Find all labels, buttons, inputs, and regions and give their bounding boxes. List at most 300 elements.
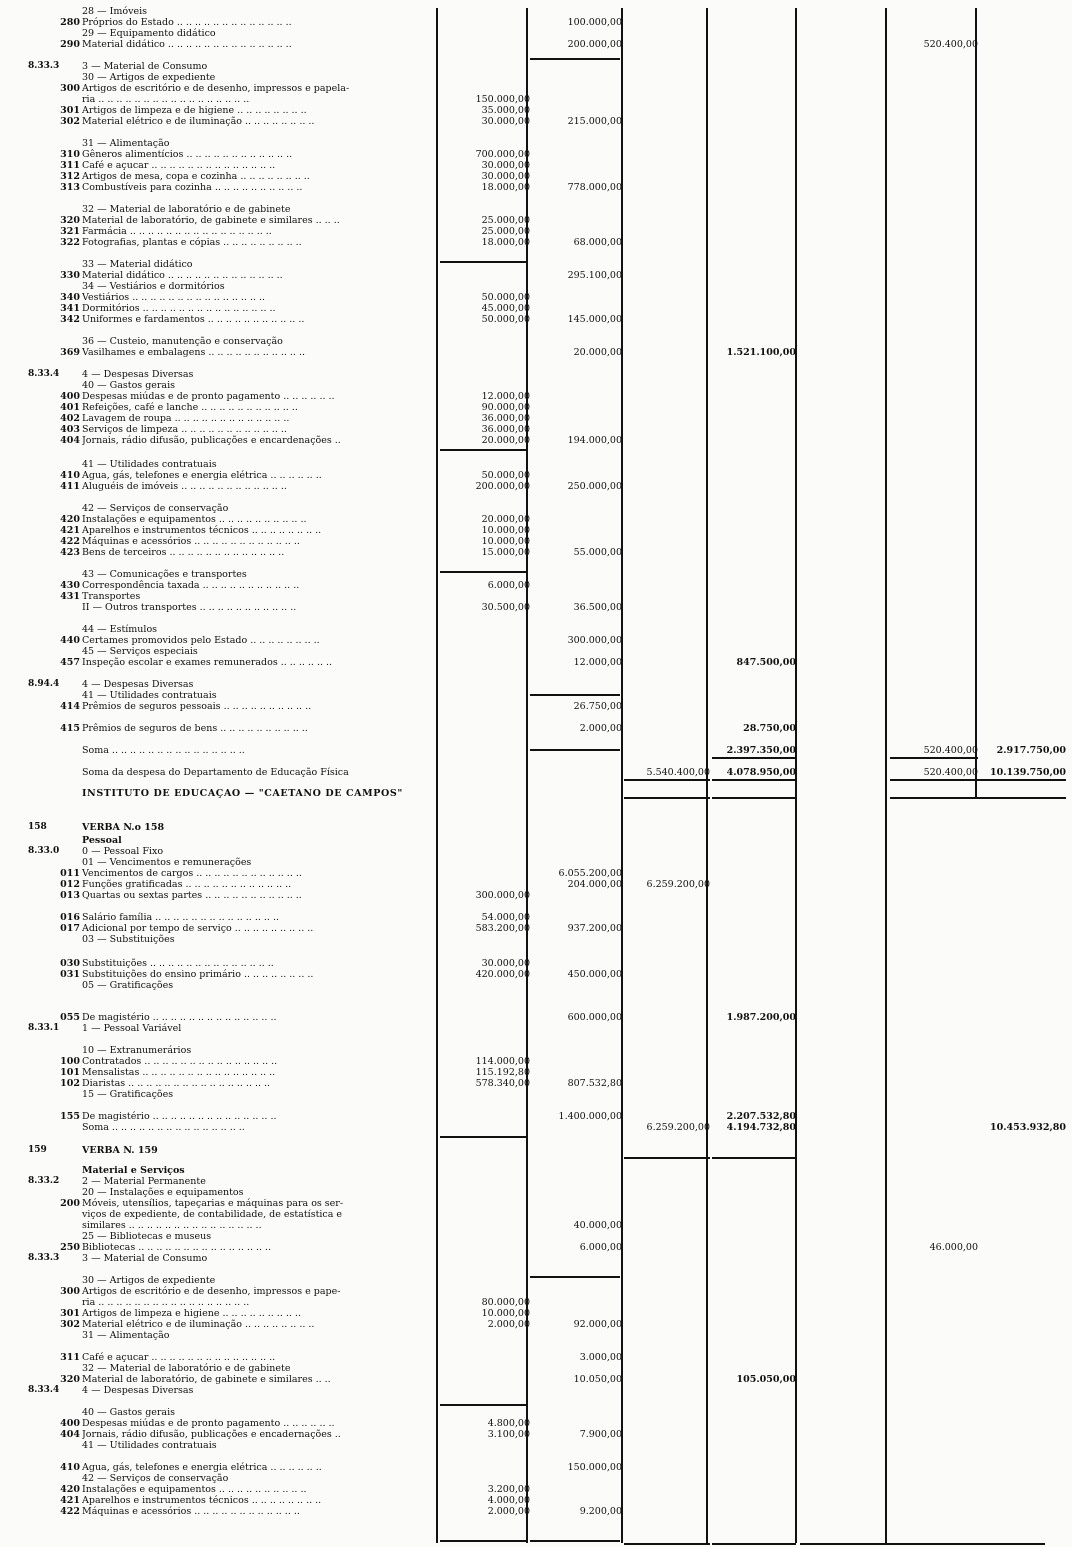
- amount-c2: 12.000,00: [573, 657, 622, 668]
- item-code: 330: [60, 270, 80, 281]
- item-description: Vasilhames e embalagens .. .. .. .. .. .. .. .. .. .. ..: [82, 347, 305, 358]
- amount-c2: 194.000,00: [567, 435, 622, 446]
- item-description: De magistério .. .. .. .. .. .. .. .. .. .. .. .. .. ..: [82, 1012, 277, 1023]
- item-code: 301: [60, 105, 80, 116]
- amount-c1: 10.000,00: [481, 525, 530, 536]
- budget-row: [0, 402, 1072, 413]
- amount-c4: 4.194.732,80: [726, 1122, 796, 1133]
- budget-row: [0, 1012, 1072, 1023]
- budget-row: [0, 857, 1072, 868]
- budget-row: [0, 182, 1072, 193]
- item-code: 410: [60, 470, 80, 481]
- budget-row: [0, 347, 1072, 358]
- amount-c1: 50.000,00: [481, 292, 530, 303]
- section-code: 8.94.4: [28, 679, 60, 689]
- section-code: 158: [28, 822, 47, 832]
- budget-row: [0, 215, 1072, 226]
- amount-c4: 105.050,00: [736, 1374, 796, 1385]
- amount-c1: 114.000,00: [475, 1056, 530, 1067]
- budget-row: [0, 1187, 1072, 1198]
- item-description: Aluguéis de imóveis .. .. .. .. .. .. .. .. .. .. .. ..: [82, 481, 287, 492]
- amount-c1: 50.000,00: [481, 314, 530, 325]
- total-rule: [530, 694, 620, 696]
- item-code: 155: [60, 1111, 80, 1122]
- item-description: 45 — Serviços especiais: [82, 646, 198, 657]
- amount-c4: 1.987.200,00: [726, 1012, 796, 1023]
- item-description: Fotografias, plantas e cópias .. .. .. .. .. .. .. .. ..: [82, 237, 302, 248]
- item-description: 0 — Pessoal Fixo: [82, 846, 164, 857]
- budget-row: [0, 723, 1072, 734]
- amount-c4: 4.078.950,00: [726, 767, 796, 778]
- budget-row: [0, 701, 1072, 712]
- item-code: 430: [60, 580, 80, 591]
- amount-c2: 6.055.200,00: [558, 868, 622, 879]
- item-code: 414: [60, 701, 80, 712]
- budget-row: [0, 1209, 1072, 1220]
- budget-row: [0, 72, 1072, 83]
- amount-c1: 4.000,00: [487, 1495, 530, 1506]
- item-code: 016: [60, 912, 80, 923]
- item-description: Vencimentos de cargos .. .. .. .. .. .. .. .. .. .. .. ..: [82, 868, 302, 879]
- item-description: 3 — Material de Consumo: [82, 61, 208, 72]
- total-rule: [978, 797, 1066, 799]
- item-code: 312: [60, 171, 80, 182]
- budget-row: [0, 314, 1072, 325]
- amount-c3: 6.259.200,00: [646, 1122, 710, 1133]
- item-description: Funções gratificadas .. .. .. .. .. .. .. .. .. .. .. ..: [82, 879, 292, 890]
- section-code: 8.33.3: [28, 1253, 60, 1263]
- item-description: 32 — Material de laboratório e de gabinete: [82, 1363, 291, 1374]
- item-code: 102: [60, 1078, 80, 1089]
- amount-c5: 520.400,00: [923, 767, 978, 778]
- item-code: 012: [60, 879, 80, 890]
- amount-c2: 7.900,00: [579, 1429, 622, 1440]
- budget-row: [0, 459, 1072, 470]
- item-code: 420: [60, 1484, 80, 1495]
- budget-row: [0, 1484, 1072, 1495]
- item-description: 41 — Utilidades contratuais: [82, 690, 217, 701]
- budget-row: [0, 1363, 1072, 1374]
- amount-c2: 10.050,00: [573, 1374, 622, 1385]
- amount-c2: 200.000,00: [567, 39, 622, 50]
- item-description: Despesas miúdas e de pronto pagamento .. .. .. .. .. ..: [82, 391, 335, 402]
- item-description: Despesas miúdas e de pronto pagamento .. .. .. .. .. ..: [82, 1418, 335, 1429]
- item-description: Café e açucar .. .. .. .. .. .. .. .. .. .. .. .. .. ..: [82, 1352, 276, 1363]
- item-description: Substituições do ensino primário .. .. .. .. .. .. .. ..: [82, 969, 314, 980]
- item-description: Material e Serviços: [82, 1165, 185, 1176]
- item-description: Jornais, rádio difusão, publicações e encadernações ..: [82, 1429, 341, 1440]
- budget-row: [0, 226, 1072, 237]
- amount-c1: 50.000,00: [481, 470, 530, 481]
- budget-row: [0, 1253, 1072, 1264]
- total-rule: [624, 1543, 710, 1545]
- budget-row: [0, 1089, 1072, 1100]
- item-description: De magistério .. .. .. .. .. .. .. .. .. .. .. .. .. ..: [82, 1111, 277, 1122]
- amount-c1: 578.340,00: [475, 1078, 530, 1089]
- amount-c2: 55.000,00: [573, 547, 622, 558]
- budget-row: [0, 435, 1072, 446]
- amount-c2: 40.000,00: [573, 1220, 622, 1231]
- item-code: 280: [60, 17, 80, 28]
- amount-c2: 937.200,00: [567, 923, 622, 934]
- item-code: 457: [60, 657, 80, 668]
- amount-c1: 115.192,80: [475, 1067, 530, 1078]
- item-description: similares .. .. .. .. .. .. .. .. .. .. .. .. .. .. ..: [82, 1220, 262, 1231]
- budget-row: [0, 204, 1072, 215]
- budget-row: [0, 514, 1072, 525]
- item-description: Soma .. .. .. .. .. .. .. .. .. .. .. .. .. .. ..: [82, 1122, 245, 1133]
- amount-c1: 700.000,00: [475, 149, 530, 160]
- amount-c1: 200.000,00: [475, 481, 530, 492]
- budget-row: [0, 160, 1072, 171]
- budget-row: [0, 934, 1072, 945]
- amount-c1: 20.000,00: [481, 435, 530, 446]
- item-code: 313: [60, 182, 80, 193]
- amount-c6: 2.917.750,00: [996, 745, 1066, 756]
- budget-row: [0, 1319, 1072, 1330]
- item-description: II — Outros transportes .. .. .. .. .. .. .. .. .. .. ..: [82, 602, 297, 613]
- item-code: 030: [60, 958, 80, 969]
- budget-row: [0, 83, 1072, 94]
- item-description: ria .. .. .. .. .. .. .. .. .. .. .. .. .. .. .. .. ..: [82, 94, 250, 105]
- item-code: 017: [60, 923, 80, 934]
- amount-c1: 300.000,00: [475, 890, 530, 901]
- item-description: 25 — Bibliotecas e museus: [82, 1231, 212, 1242]
- item-description: Vestiários .. .. .. .. .. .. .. .. .. .. .. .. .. .. ..: [82, 292, 266, 303]
- item-code: 421: [60, 1495, 80, 1506]
- budget-row: [0, 923, 1072, 934]
- budget-row: [0, 1023, 1072, 1034]
- item-description: Lavagem de roupa .. .. .. .. .. .. .. .. .. .. .. .. ..: [82, 413, 290, 424]
- total-rule: [530, 58, 620, 60]
- amount-c1: 2.000,00: [487, 1506, 530, 1517]
- budget-row: [0, 1111, 1072, 1122]
- item-description: Correspondência taxada .. .. .. .. .. .. .. .. .. .. ..: [82, 580, 300, 591]
- item-code: 403: [60, 424, 80, 435]
- amount-c1: 18.000,00: [481, 237, 530, 248]
- budget-row: [0, 912, 1072, 923]
- item-description: 30 — Artigos de expediente: [82, 1275, 216, 1286]
- total-rule: [440, 1404, 528, 1406]
- total-rule: [712, 1543, 796, 1545]
- item-description: VERBA N. 159: [82, 1145, 158, 1156]
- item-code: 302: [60, 116, 80, 127]
- budget-row: [0, 6, 1072, 17]
- item-description: Soma .. .. .. .. .. .. .. .. .. .. .. .. .. .. ..: [82, 745, 245, 756]
- item-code: 250: [60, 1242, 80, 1253]
- amount-c2: 145.000,00: [567, 314, 622, 325]
- budget-row: [0, 270, 1072, 281]
- item-description: 05 — Gratificações: [82, 980, 174, 991]
- item-description: 2 — Material Permanente: [82, 1176, 206, 1187]
- budget-row: [0, 958, 1072, 969]
- budget-row: [0, 635, 1072, 646]
- total-rule: [440, 261, 528, 263]
- section-code: 8.33.0: [28, 846, 60, 856]
- item-description: Aparelhos e instrumentos técnicos .. .. .. .. .. .. .. ..: [82, 525, 322, 536]
- budget-row: [0, 646, 1072, 657]
- budget-row: [0, 138, 1072, 149]
- amount-c4: 28.750,00: [743, 723, 796, 734]
- budget-row: [0, 369, 1072, 380]
- total-rule: [440, 449, 528, 451]
- item-description: Material de laboratório, de gabinete e similares .. .. ..: [82, 215, 340, 226]
- budget-row: [0, 1418, 1072, 1429]
- item-description: Material de laboratório, de gabinete e similares .. ..: [82, 1374, 331, 1385]
- amount-c1: 6.000,00: [487, 580, 530, 591]
- amount-c2: 1.400.000,00: [558, 1111, 622, 1122]
- amount-c2: 20.000,00: [573, 347, 622, 358]
- amount-c1: 18.000,00: [481, 182, 530, 193]
- budget-row: [0, 1429, 1072, 1440]
- amount-c4: 2.207.532,80: [726, 1111, 796, 1122]
- item-description: 42 — Serviços de conservação: [82, 503, 229, 514]
- amount-c1: 36.000,00: [481, 424, 530, 435]
- item-description: Salário família .. .. .. .. .. .. .. .. .. .. .. .. .. ..: [82, 912, 279, 923]
- amount-c1: 80.000,00: [481, 1297, 530, 1308]
- budget-row: [0, 1495, 1072, 1506]
- item-code: 301: [60, 1308, 80, 1319]
- total-rule: [712, 797, 796, 799]
- budget-row: [0, 547, 1072, 558]
- amount-c1: 3.200,00: [487, 1484, 530, 1495]
- budget-row: [0, 1462, 1072, 1473]
- item-code: 320: [60, 1374, 80, 1385]
- item-description: Material didático .. .. .. .. .. .. .. .. .. .. .. .. ..: [82, 270, 283, 281]
- amount-c6: 10.453.932,80: [989, 1122, 1066, 1133]
- budget-row: [0, 846, 1072, 857]
- amount-c2: 450.000,00: [567, 969, 622, 980]
- budget-row: [0, 1078, 1072, 1089]
- budget-row: [0, 292, 1072, 303]
- amount-c1: 90.000,00: [481, 402, 530, 413]
- item-description: 44 — Estímulos: [82, 624, 158, 635]
- total-rule: [530, 1540, 620, 1542]
- item-description: Certames promovidos pelo Estado .. .. .. .. .. .. .. ..: [82, 635, 320, 646]
- budget-row: [0, 391, 1072, 402]
- total-rule: [890, 757, 978, 759]
- budget-row: [0, 591, 1072, 602]
- item-code: 300: [60, 1286, 80, 1297]
- item-description: Artigos de mesa, copa e cozinha .. .. .. .. .. .. .. ..: [82, 171, 310, 182]
- budget-row: [0, 413, 1072, 424]
- amount-c2: 92.000,00: [573, 1319, 622, 1330]
- budget-row: [0, 1198, 1072, 1209]
- item-description: Adicional por tempo de serviço .. .. .. .. .. .. .. .. ..: [82, 923, 314, 934]
- item-description: Agua, gás, telefones e energia elétrica .. .. .. .. .. ..: [82, 1462, 322, 1473]
- item-description: 03 — Substituições: [82, 934, 175, 945]
- item-description: Quartas ou sextas partes .. .. .. .. .. .. .. .. .. .. ..: [82, 890, 302, 901]
- item-code: 411: [60, 481, 80, 492]
- item-description: 4 — Despesas Diversas: [82, 1385, 194, 1396]
- section-code: 8.33.1: [28, 1023, 60, 1033]
- amount-c2: 204.000,00: [567, 879, 622, 890]
- budget-row: [0, 503, 1072, 514]
- item-description: Diaristas .. .. .. .. .. .. .. .. .. .. .. .. .. .. .. ..: [82, 1078, 271, 1089]
- total-rule: [530, 749, 620, 751]
- amount-c2: 3.000,00: [579, 1352, 622, 1363]
- item-code: 300: [60, 83, 80, 94]
- budget-row: [0, 1176, 1072, 1187]
- item-code: 290: [60, 39, 80, 50]
- item-description: Artigos de limpeza e higiene .. .. .. .. .. .. .. .. ..: [82, 1308, 301, 1319]
- amount-c1: 25.000,00: [481, 226, 530, 237]
- item-description: Farmácia .. .. .. .. .. .. .. .. .. .. .. .. .. .. .. ..: [82, 226, 272, 237]
- amount-c1: 10.000,00: [481, 1308, 530, 1319]
- amount-c1: 20.000,00: [481, 514, 530, 525]
- item-code: 055: [60, 1012, 80, 1023]
- item-description: 4 — Despesas Diversas: [82, 369, 194, 380]
- item-description: Material elétrico e de iluminação .. .. .. .. .. .. .. ..: [82, 116, 315, 127]
- total-rule: [978, 779, 1066, 781]
- budget-row: [0, 336, 1072, 347]
- budget-row: [0, 1308, 1072, 1319]
- item-description: 01 — Vencimentos e remunerações: [82, 857, 252, 868]
- budget-row: [0, 1067, 1072, 1078]
- amount-c2: 807.532,80: [567, 1078, 622, 1089]
- item-code: 423: [60, 547, 80, 558]
- item-description: Artigos de escritório e de desenho, impressos e pape-: [82, 1286, 341, 1297]
- budget-row: [0, 1286, 1072, 1297]
- budget-row: [0, 980, 1072, 991]
- amount-c1: 30.000,00: [481, 116, 530, 127]
- budget-row: [0, 61, 1072, 72]
- budget-row: [0, 1473, 1072, 1484]
- item-code: 100: [60, 1056, 80, 1067]
- item-description: Pessoal: [82, 835, 122, 846]
- item-description: Instalações e equipamentos .. .. .. .. .. .. .. .. .. ..: [82, 1484, 307, 1495]
- item-code: 410: [60, 1462, 80, 1473]
- amount-c1: 15.000,00: [481, 547, 530, 558]
- item-description: 29 — Equipamento didático: [82, 28, 216, 39]
- amount-c1: 583.200,00: [475, 923, 530, 934]
- item-description: Agua, gás, telefones e energia elétrica .. .. .. .. .. ..: [82, 470, 322, 481]
- total-rule: [624, 779, 710, 781]
- budget-row: [0, 470, 1072, 481]
- item-code: 311: [60, 160, 80, 171]
- item-code: 415: [60, 723, 80, 734]
- item-description: Contratados .. .. .. .. .. .. .. .. .. .. .. .. .. .. ..: [82, 1056, 278, 1067]
- total-rule: [800, 1543, 1045, 1545]
- amount-c1: 150.000,00: [475, 94, 530, 105]
- budget-row: [0, 525, 1072, 536]
- item-description: INSTITUTO DE EDUCAÇÃO — "CAETANO DE CAMPOS": [82, 789, 403, 799]
- total-rule: [530, 1276, 620, 1278]
- item-code: 011: [60, 868, 80, 879]
- item-code: 101: [60, 1067, 80, 1078]
- item-description: Soma da despesa do Departamento de Educação Física: [82, 767, 349, 778]
- budget-row: [0, 767, 1072, 778]
- amount-c2: 36.500,00: [573, 602, 622, 613]
- amount-c1: 30.000,00: [481, 171, 530, 182]
- total-rule: [440, 571, 528, 573]
- item-description: VERBA N.o 158: [82, 822, 165, 833]
- budget-row: [0, 1385, 1072, 1396]
- item-description: Artigos de limpeza e de higiene .. .. .. .. .. .. .. ..: [82, 105, 307, 116]
- item-code: 422: [60, 536, 80, 547]
- item-code: 200: [60, 1198, 80, 1209]
- item-description: 40 — Gastos gerais: [82, 1407, 176, 1418]
- budget-row: [0, 259, 1072, 270]
- item-description: 32 — Material de laboratório e de gabinete: [82, 204, 291, 215]
- amount-c2: 300.000,00: [567, 635, 622, 646]
- amount-c1: 4.800,00: [487, 1418, 530, 1429]
- amount-c4: 847.500,00: [736, 657, 796, 668]
- amount-c1: 25.000,00: [481, 215, 530, 226]
- item-description: 10 — Extranumerários: [82, 1045, 192, 1056]
- item-code: 440: [60, 635, 80, 646]
- budget-row: [0, 28, 1072, 39]
- amount-c1: 2.000,00: [487, 1319, 530, 1330]
- item-code: 400: [60, 391, 80, 402]
- item-description: ria .. .. .. .. .. .. .. .. .. .. .. .. .. .. .. .. ..: [82, 1297, 250, 1308]
- item-code: 422: [60, 1506, 80, 1517]
- item-description: 41 — Utilidades contratuais: [82, 459, 217, 470]
- budget-row: [0, 281, 1072, 292]
- item-description: 40 — Gastos gerais: [82, 380, 176, 391]
- item-description: Prêmios de seguros pessoais .. .. .. .. .. .. .. .. .. ..: [82, 701, 312, 712]
- item-code: 013: [60, 890, 80, 901]
- amount-c1: 12.000,00: [481, 391, 530, 402]
- item-code: 369: [60, 347, 80, 358]
- item-code: 340: [60, 292, 80, 303]
- item-code: 320: [60, 215, 80, 226]
- amount-c1: 36.000,00: [481, 413, 530, 424]
- amount-c6: 10.139.750,00: [989, 767, 1066, 778]
- item-description: Gêneros alimentícios .. .. .. .. .. .. .. .. .. .. .. ..: [82, 149, 293, 160]
- budget-row: [0, 105, 1072, 116]
- item-description: 30 — Artigos de expediente: [82, 72, 216, 83]
- item-code: 400: [60, 1418, 80, 1429]
- budget-row: [0, 536, 1072, 547]
- item-code: 402: [60, 413, 80, 424]
- budget-row: [0, 1242, 1072, 1253]
- amount-c1: 30.000,00: [481, 160, 530, 171]
- amount-c4: 1.521.100,00: [726, 347, 796, 358]
- section-code: 8.33.4: [28, 1385, 60, 1395]
- budget-row: [0, 879, 1072, 890]
- budget-row: [0, 569, 1072, 580]
- budget-row: [0, 679, 1072, 690]
- item-description: 36 — Custeio, manutenção e conservação: [82, 336, 283, 347]
- item-description: 28 — Imóveis: [82, 6, 148, 17]
- amount-c2: 250.000,00: [567, 481, 622, 492]
- budget-row: [0, 303, 1072, 314]
- budget-row: [0, 1297, 1072, 1308]
- item-description: Máquinas e acessórios .. .. .. .. .. .. .. .. .. .. .. ..: [82, 536, 300, 547]
- item-code: 341: [60, 303, 80, 314]
- section-code: 8.33.4: [28, 369, 60, 379]
- budget-row: [0, 1330, 1072, 1341]
- item-description: Móveis, utensílios, tapeçarias e máquinas para os ser-: [82, 1198, 344, 1209]
- item-description: 33 — Material didático: [82, 259, 193, 270]
- item-description: Jornais, rádio difusão, publicações e encardenações ..: [82, 435, 341, 446]
- budget-row: [0, 424, 1072, 435]
- budget-row: [0, 171, 1072, 182]
- amount-c1: 30.500,00: [481, 602, 530, 613]
- section-code: 159: [28, 1145, 47, 1155]
- budget-row: [0, 1145, 1072, 1156]
- amount-c3: 5.540.400,00: [646, 767, 710, 778]
- item-description: Instalações e equipamentos .. .. .. .. .. .. .. .. .. ..: [82, 514, 307, 525]
- amount-c2: 100.000,00: [567, 17, 622, 28]
- total-rule: [712, 1157, 796, 1159]
- budget-row: [0, 1407, 1072, 1418]
- item-description: 34 — Vestiários e dormitórios: [82, 281, 225, 292]
- amount-c2: 9.200,00: [579, 1506, 622, 1517]
- item-description: 15 — Gratificações: [82, 1089, 174, 1100]
- budget-row: [0, 890, 1072, 901]
